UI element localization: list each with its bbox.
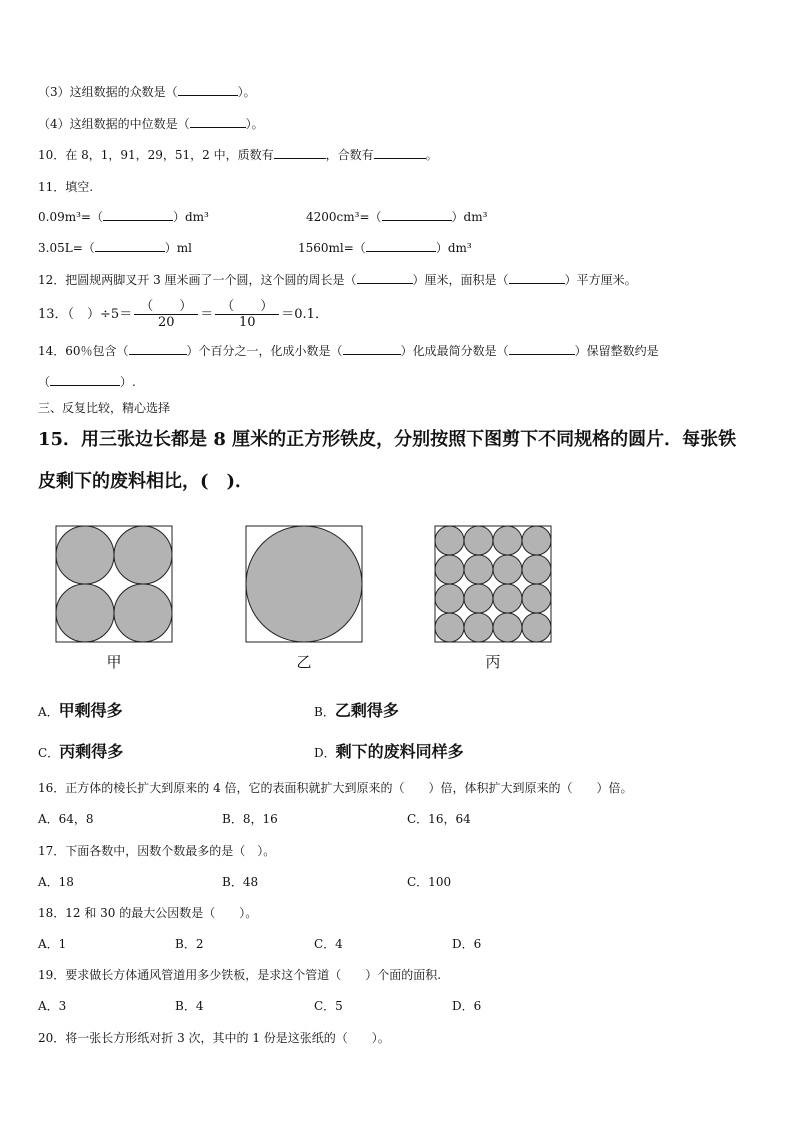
- q13-equals: ＝: [200, 307, 214, 322]
- q19-stem: 19．要求做长方体通风管道用多少铁板，是求这个管道（ ）个面的面积.: [38, 968, 442, 982]
- q13-fraction-1: [134, 299, 198, 331]
- q10-blank-composite[interactable]: [374, 147, 426, 159]
- yi-label: 乙: [296, 653, 312, 671]
- q19-option-d[interactable]: D．6: [452, 999, 482, 1013]
- q9-3-text: （3）这组数据的众数是（: [38, 85, 178, 99]
- q10-text-2: ，合数有: [325, 148, 374, 162]
- bing-circle: [493, 613, 522, 642]
- figure-bing: [435, 526, 551, 671]
- q17-stem: 17．下面各数中，因数个数最多的是（ ）。: [38, 844, 276, 858]
- q14-blank-fraction[interactable]: [509, 343, 575, 355]
- q15-option-b[interactable]: [314, 700, 399, 722]
- q13-end: ＝0.1．: [281, 307, 328, 322]
- q10-end: 。: [425, 148, 438, 162]
- bing-label: 丙: [485, 653, 501, 671]
- q13-text: 13．（ ）÷5＝: [38, 307, 133, 322]
- bing-circle: [435, 526, 464, 555]
- q11-title: 11．填空.: [38, 180, 94, 194]
- q15-option-a-text: 甲剩得多: [58, 701, 123, 720]
- q14-text: 14．60％包含（: [38, 344, 129, 358]
- q16-stem: 16．正方体的棱长扩大到原来的 4 倍，它的表面积就扩大到原来的（ ）倍，体积扩大到原来的（ ）倍。: [38, 781, 633, 795]
- bing-circle: [493, 526, 522, 555]
- q10-blank-prime[interactable]: [274, 147, 326, 159]
- q15-option-d-text: 剩下的废料同样多: [335, 742, 464, 761]
- q14-cont-end: ）.: [120, 375, 136, 389]
- bing-circle: [464, 526, 493, 555]
- q17-option-c[interactable]: C．100: [407, 875, 452, 889]
- bing-circle: [464, 555, 493, 584]
- q9-3-blank[interactable]: [178, 84, 238, 96]
- bing-circle: [522, 555, 551, 584]
- bing-circle: [522, 584, 551, 613]
- q17-option-a[interactable]: A．18: [38, 875, 74, 889]
- q14-cont-line: [38, 374, 136, 390]
- q20-stem: 20．将一张长方形纸对折 3 次，其中的 1 份是这张纸的（ ）。: [38, 1031, 390, 1045]
- jia-circle: [114, 584, 172, 642]
- q12-text: 12．把圆规两脚叉开 3 厘米画了一个圆，这个圆的周长是（: [38, 273, 357, 287]
- q11-d-line: [298, 240, 472, 256]
- q12-blank-circumference[interactable]: [357, 272, 413, 284]
- q11-a-blank[interactable]: [103, 209, 173, 221]
- q19-option-c[interactable]: C．5: [314, 999, 343, 1013]
- section-3-heading: 三、反复比较，精心选择: [38, 401, 171, 415]
- q11-c-unit: ）ml: [164, 241, 192, 255]
- figure-jia: [56, 526, 172, 671]
- q13-fraction-2: [215, 299, 279, 331]
- jia-circle: [114, 526, 172, 584]
- q11-b-unit: ）dm³: [451, 210, 488, 224]
- q15-figure: [0, 515, 794, 675]
- yi-circle: [246, 526, 362, 642]
- q12-line: [38, 272, 637, 288]
- q15-option-d-key: D．: [314, 746, 336, 760]
- q11-a-text: 0.09m³=（: [38, 210, 103, 224]
- q9-3-line: [38, 84, 256, 100]
- q18-stem: 18．12 和 30 的最大公因数是（ ）。: [38, 906, 258, 920]
- jia-circle: [56, 584, 114, 642]
- q9-3-end: ）。: [237, 85, 256, 99]
- q14-blank-integer[interactable]: [50, 374, 120, 386]
- q15-option-b-text: 乙剩得多: [334, 701, 399, 720]
- bing-circle: [464, 584, 493, 613]
- q15-option-c[interactable]: [38, 741, 123, 763]
- q15-option-a[interactable]: [38, 700, 123, 722]
- q11-c-blank[interactable]: [95, 240, 165, 252]
- q13-numerator-1[interactable]: （ ）: [140, 298, 193, 314]
- q15-stem-line-2: 皮剩下的废料相比，( )．: [38, 471, 254, 492]
- q18-option-a[interactable]: A．1: [38, 937, 67, 951]
- q9-4-blank[interactable]: [190, 116, 246, 128]
- q16-option-b[interactable]: B．8，16: [222, 812, 278, 826]
- q13-numerator-2[interactable]: （ ）: [221, 298, 274, 314]
- q11-c-line: [38, 240, 192, 256]
- q19-option-b[interactable]: B．4: [175, 999, 204, 1013]
- q9-4-end: ）。: [245, 117, 264, 131]
- q13-denominator-2: 10: [215, 314, 279, 331]
- bing-circle: [522, 613, 551, 642]
- q10-text: 10．在 8，1，91，29，51，2 中，质数有: [38, 148, 274, 162]
- q18-option-b[interactable]: B．2: [175, 937, 204, 951]
- q16-option-a[interactable]: A．64，8: [38, 812, 94, 826]
- q9-4-text: （4）这组数据的中位数是（: [38, 117, 190, 131]
- q9-4-line: [38, 116, 264, 132]
- q14-blank-percent[interactable]: [129, 343, 187, 355]
- q11-c-text: 3.05L=（: [38, 241, 95, 255]
- q18-option-d[interactable]: D．6: [452, 937, 482, 951]
- q16-option-c[interactable]: C．16，64: [407, 812, 471, 826]
- bing-circle: [435, 613, 464, 642]
- q11-d-text: 1560ml=（: [298, 241, 366, 255]
- bing-circle: [522, 526, 551, 555]
- q13-denominator-1: 20: [134, 314, 198, 331]
- q11-b-blank[interactable]: [382, 209, 452, 221]
- q15-option-a-key: A．: [38, 705, 59, 719]
- q11-a-line: [38, 209, 209, 225]
- bing-circle: [435, 555, 464, 584]
- q15-option-d[interactable]: [314, 741, 464, 763]
- figure-yi: [246, 526, 362, 671]
- q13-line: [38, 296, 328, 334]
- q15-option-b-key: B．: [314, 705, 335, 719]
- q12-blank-area[interactable]: [509, 272, 565, 284]
- q15-option-c-text: 丙剩得多: [59, 742, 124, 761]
- bing-circle: [493, 555, 522, 584]
- q14-blank-decimal[interactable]: [343, 343, 401, 355]
- q12-end: ）平方厘米。: [564, 273, 637, 287]
- q15-option-c-key: C．: [38, 746, 60, 760]
- bing-circle: [493, 584, 522, 613]
- q10-line: [38, 147, 438, 163]
- q14-cont-text: （: [38, 375, 51, 389]
- jia-label: 甲: [106, 653, 122, 671]
- q19-option-a[interactable]: A．3: [38, 999, 67, 1013]
- q11-b-text: 4200cm³=（: [306, 210, 382, 224]
- bing-circle: [464, 613, 493, 642]
- q12-text-2: ）厘米，面积是（: [412, 273, 509, 287]
- q14-text-4: ）保留整数约是: [574, 344, 659, 358]
- q15-stem-line-1: 15．用三张边长都是 8 厘米的正方形铁皮，分别按照下图剪下不同规格的圆片．每张铁: [38, 429, 737, 450]
- q11-d-blank[interactable]: [366, 240, 436, 252]
- q11-b-line: [306, 209, 487, 225]
- bing-circle: [435, 584, 464, 613]
- q17-option-b[interactable]: B．48: [222, 875, 259, 889]
- q11-d-unit: ）dm³: [435, 241, 472, 255]
- jia-circle: [56, 526, 114, 584]
- q11-a-unit: ）dm³: [172, 210, 209, 224]
- q14-text-2: ）个百分之一，化成小数是（: [186, 344, 343, 358]
- q18-option-c[interactable]: C．4: [314, 937, 343, 951]
- q14-line: [38, 343, 659, 359]
- q14-text-3: ）化成最简分数是（: [400, 344, 509, 358]
